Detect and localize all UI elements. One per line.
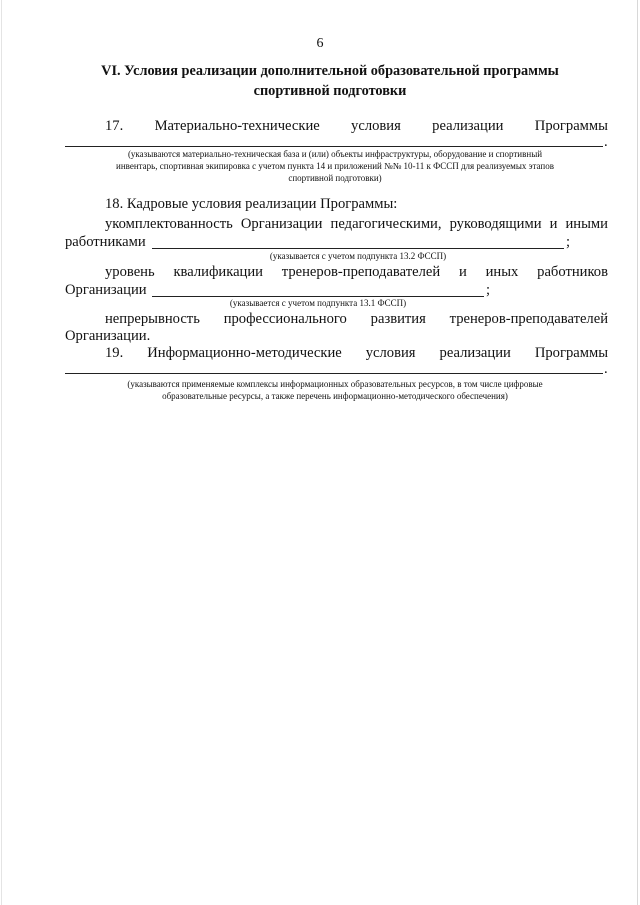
item19-line: [105, 344, 608, 362]
item18-cont-line: [105, 310, 608, 328]
item18-qual-word: и: [458, 264, 467, 280]
section-title-line1: VI. Условия реализации дополнительной образовательной программы: [101, 63, 559, 79]
item19-trail: .: [604, 361, 608, 377]
item18-qual-word: иных: [485, 264, 519, 280]
item17-fill-line: [65, 146, 603, 147]
item18-staffing-fill-line: [152, 248, 564, 249]
item19-word: условия: [365, 345, 416, 361]
item18-qual-word: работников: [537, 264, 608, 280]
section-title-line2: спортивной подготовки: [253, 83, 407, 99]
item19-fill-line: [65, 373, 603, 374]
item18-cont-line2: Организации.: [65, 328, 151, 344]
item17-line: [105, 117, 608, 135]
item18-heading: 18. Кадровые условия реализации Программы:: [105, 196, 398, 212]
item19-note-line1: (указываются применяемые комплексы информационных образовательных ресурсов, в том числе цифровые: [127, 379, 543, 389]
item18-cont-word: развития: [370, 311, 426, 327]
item18-staffing-cont: работниками: [65, 234, 146, 250]
item18-qual-word: уровень: [105, 264, 155, 280]
item18-qual-word: квалификации: [173, 264, 263, 280]
item19-number: 19.: [105, 345, 124, 361]
item18-staffing-word: педагогическими,: [330, 216, 442, 232]
item17-word: Программы: [534, 118, 608, 134]
item18-qual-cont: Организации: [65, 282, 147, 298]
item17-word: Материально-технические: [154, 118, 320, 134]
item19-word: реализации: [439, 345, 511, 361]
item18-staffing-line: [105, 215, 608, 233]
item17-word: условия: [351, 118, 401, 134]
item17-number: 17.: [105, 118, 124, 134]
page-number: 6: [316, 36, 324, 51]
item17-note-line2: инвентарь, спортивная экипировка с учетом пункта 14 и приложений №№ 10-11 к ФССП для реализуемых этапов: [116, 161, 554, 171]
item18-staffing-word: и: [549, 216, 558, 232]
item18-cont-word: непрерывность: [105, 311, 200, 327]
item18-staffing-trail: ;: [566, 234, 571, 250]
scan-edge-right: [637, 0, 638, 905]
item17-word: реализации: [432, 118, 504, 134]
item17-note-line1: (указываются материально-техническая база и (или) объекты инфраструктуры, оборудование и спортивный: [127, 149, 543, 159]
item18-qual-word: тренеров-преподавателей: [281, 264, 441, 280]
item18-staffing-word: укомплектованность: [105, 216, 233, 232]
item18-staffing-word: руководящими: [449, 216, 542, 232]
item17-trail: .: [604, 134, 608, 150]
item18-cont-word: тренеров-преподавателей: [449, 311, 608, 327]
item18-cont-word: профессионального: [223, 311, 347, 327]
item19-note-line2: образовательные ресурсы, а также перечень информационно-методического обеспечения): [162, 391, 508, 401]
item18-staffing-note: (указывается с учетом подпункта 13.2 ФССП): [269, 251, 447, 261]
item17-note-line3: спортивной подготовки): [288, 173, 382, 183]
item18-staffing-word: иными: [565, 216, 608, 232]
item18-qual-trail: ;: [486, 282, 491, 298]
item18-qual-note: (указывается с учетом подпункта 13.1 ФССП): [229, 298, 407, 308]
item19-word: Программы: [534, 345, 608, 361]
scan-edge-left: [1, 0, 2, 905]
item18-qual-line: [105, 263, 608, 281]
item18-staffing-word: Организации: [240, 216, 323, 232]
item19-word: Информационно-методические: [147, 345, 342, 361]
